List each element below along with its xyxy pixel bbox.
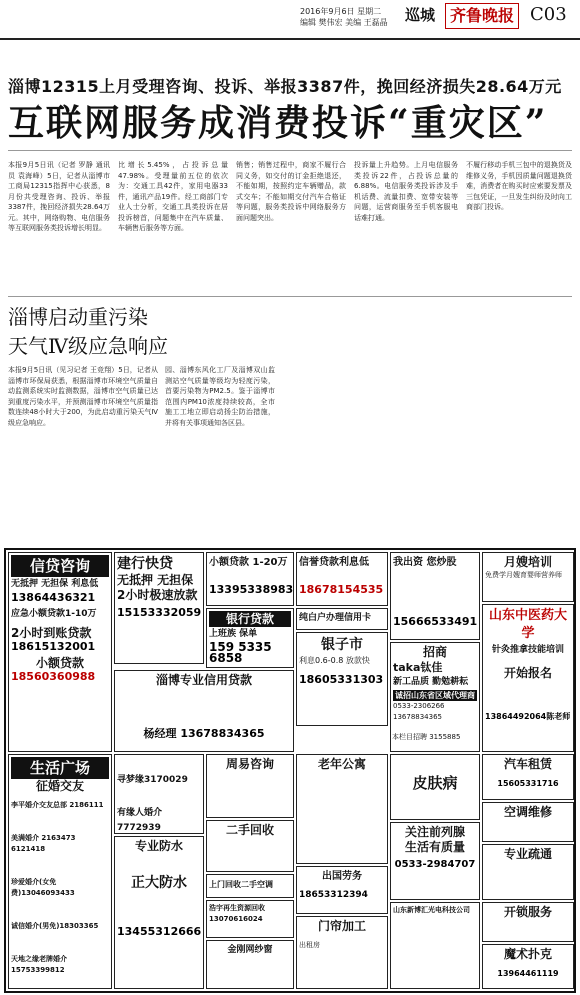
ad-xindai-item-1: 无抵押 无担保 利息低 [11, 579, 99, 589]
ad-jingang-title: 金刚网纱窗 [227, 945, 273, 955]
ad-xindai-phone-2: 18615132001 [11, 640, 96, 653]
ad-moshu-title: 魔术扑克 [503, 947, 552, 961]
ad-zhenghun-line-1: 李平婚介交友总部 2186111 [11, 801, 104, 809]
ad-woshi-phone: 15666533491 [393, 615, 478, 628]
ad-woshi-title: 我出资 您炒股 [393, 557, 457, 568]
ad-jianxing-title: 建行快贷 [117, 556, 173, 572]
ad-xindai-item-4: 小额贷款 [35, 656, 84, 670]
ad-shandong-tcm [482, 604, 574, 752]
ad-jianxing-line: 无抵押 无担保 [117, 573, 194, 587]
ad-yuesao [482, 552, 574, 602]
story2-headline [8, 303, 168, 361]
ad-xindai-title: 信贷咨询 [11, 555, 109, 577]
ad-shutong [482, 844, 574, 900]
ad-yinzi-title: 银子市 [321, 637, 363, 653]
ad-zhenghun-line-3: 珍爱婚介(女免费)13046093433 [11, 878, 75, 897]
ad-bank-sub: 上班族 保单 [209, 629, 258, 639]
ad-zhenghun-line-4: 诚信婚介(男免)18303365 [11, 922, 99, 930]
ad-xinyong-sub [296, 608, 388, 630]
ad-small-title: 小额贷款 1-20万 [209, 557, 288, 568]
ad-xinyong-phone: 18678154535 [299, 583, 384, 596]
story1-rule [8, 150, 572, 151]
issue-date: 2016年9月6日 星期二 [300, 7, 382, 16]
ad-benlan: 本栏目招聘 3155885 [392, 733, 461, 741]
ad-yinzi-phone: 18605331303 [299, 673, 384, 686]
page-header [0, 0, 580, 40]
story1-col-5: 不履行移动手机三包中的退换货及维修义务，手机因质量问题退换货难，消费者在购买时应索要发票及三包凭证，一旦发生纠纷及时向工商部门投诉。 [466, 161, 572, 211]
story1-col-3: 销售；销售过程中，商家不履行合同义务，如交付的订金拒绝退还，不能如期，按照约定车辆赠品，款式交车；不能如期交付汽车合格证等问题，服务类投诉中网络服务方面问题突出。 [236, 161, 346, 222]
ad-xindai [8, 552, 112, 752]
story2-col-1: 本报9月5日讯（见习记者 王竞翔）5日，记者从淄博市环保局获悉，根据淄博市环境空气质量自动监测系统实时监测数据，淄博市空气质量已达到重度污染水平，并预测淄博市环境空气质量指数连续48小时大于200，为此启动重污染天气Ⅳ级应急响应。 [8, 366, 158, 427]
story1-col-1: 本报9月5日讯（记者 罗静 通讯员 袁海峰）5日，记者从淄博市工商局12315指挥中心获悉，8月份共受理咨询、投诉、举报3387件，挽回经济损失28.64万元。其中，网络购物、电信服务等互联网服务类投诉增长明显。 [8, 161, 110, 232]
story1-subhead: 淄博12315上月受理咨询、投诉、举报3387件，挽回经济损失28.64万元 [8, 77, 562, 96]
page-number: C03 [530, 4, 567, 25]
ad-menlian [296, 916, 388, 989]
ad-zhouyi-title: 周易咨询 [225, 757, 274, 771]
ad-xinyong-title: 信誉贷款利息低 [299, 557, 369, 568]
ad-xinbohui [390, 902, 480, 989]
ad-laonian-title: 老年公寓 [317, 757, 366, 771]
ad-kongtiao-title: 空调维修 [503, 805, 552, 819]
ad-pifu-title: 皮肤病 [412, 774, 458, 792]
ad-erhand-title: 二手回收 [225, 823, 274, 837]
ad-laonian [296, 754, 388, 864]
ad-xunmeng: 寻梦缘3170029 [117, 775, 188, 785]
ad-jingang [206, 940, 294, 989]
ad-hunjie [114, 754, 204, 834]
ad-small-loan [206, 552, 294, 606]
ad-shandong-title: 山东中医药大学 [488, 608, 567, 641]
ad-zhenghun-title: 征婚交友 [35, 779, 84, 793]
newspaper-logo: 齐鲁晚报 [445, 3, 519, 29]
ad-jianxing-line2: 2小时极速放款 [117, 588, 198, 602]
ad-pifu [390, 754, 480, 820]
ad-haoyu [206, 900, 294, 938]
ad-zibo-title: 淄博专业信用贷款 [155, 673, 252, 687]
ad-yinzi [296, 632, 388, 726]
ad-fangshui [114, 836, 204, 989]
ad-haoyu-text: 浩宇再生资源回收13070616024 [209, 904, 265, 923]
story1-col-2: 比增长5.45%，占投诉总量47.98%。受理量前五位的依次为：交通工具42件，家用电器33件，通讯产品19件。经工商部门专业人士分析，交通工具类投诉在居投诉榜首，问题集中在汽车质量、车辆售后服务等方面。 [118, 161, 228, 232]
ad-xinyong [296, 552, 388, 606]
ad-shutong-title: 专业疏通 [503, 847, 552, 861]
ad-zhenghun-line-2: 美满婚介 2163473 6121418 [11, 834, 76, 853]
ad-kongtiao [482, 802, 574, 842]
ad-menlian-title: 门帘加工 [317, 919, 366, 933]
ad-shandong-open: 开始报名 [503, 666, 552, 680]
ad-xinbohui-title: 山东新博汇光电科技公司 [393, 906, 470, 914]
ad-qianliexian-line: 生活有质量 [404, 840, 465, 854]
ad-youyuan: 有缘人婚介7772939 [117, 808, 163, 833]
ad-zhenghun [8, 754, 112, 989]
section-name: 巡城 [405, 6, 436, 24]
ad-shandong-phone: 13864492064陈老师 [485, 712, 571, 721]
story2-headline-line1: 淄博启动重污染 [8, 305, 148, 329]
ad-yinzi-line: 利息0.6-0.8 放款快 [299, 656, 370, 665]
ad-erhand-ac [206, 874, 294, 898]
ad-zibo-contact: 杨经理 13678834365 [143, 727, 265, 740]
ad-zhengda-phone: 13455312666 [117, 925, 202, 938]
story-divider [8, 296, 572, 297]
ad-xindai-item-3: 2小时到账贷款 [11, 626, 92, 640]
ad-xindai-phone-3: 18560360988 [11, 670, 96, 683]
ad-taka-line: 诚招山东省区域代理商 [395, 691, 475, 700]
ad-qianliexian [390, 822, 480, 900]
ad-woshi [390, 552, 480, 640]
ad-zhaopin: 招商 [422, 645, 447, 659]
classified-ads [4, 548, 576, 993]
ad-moshu-phone: 13964461119 [497, 969, 559, 978]
story1-col-4: 投诉量上升趋势。上月电信服务类投诉22件，占投诉总量的6.88%。电信服务类投诉涉及手机话费、流量扣费、宽带安装等问题，运营商服务至手机客服电话难打通。 [354, 161, 458, 222]
ad-qianliexian-phone: 0533-2984707 [394, 859, 476, 870]
ad-chuguo-title: 出国劳务 [322, 871, 362, 882]
ad-chuzu [296, 866, 388, 914]
ad-zhouyi [206, 754, 294, 818]
story1-headline: 互联网服务成消费投诉“重灾区” [8, 102, 548, 144]
ad-taka-phone: 0533-2306266 13678834365 [393, 702, 445, 721]
story2-headline-line2: 天气Ⅳ级应急响应 [8, 334, 168, 358]
ad-fangshui-title: 专业防水 [134, 839, 183, 853]
ad-taka-sub: 新工品质 勤勉耕耘 [393, 677, 469, 687]
ad-moshu [482, 944, 574, 989]
ad-kaisuo-title: 开锁服务 [503, 905, 552, 919]
ad-small-phone: 13395338983 [209, 583, 294, 596]
ad-taka-brand: taka钛佳 [393, 661, 443, 674]
ad-jianxing [114, 552, 204, 664]
ad-bank-title: 银行贷款 [209, 611, 291, 627]
ad-yuesao-title: 月嫂培训 [503, 555, 552, 569]
ad-xindai-phone-1: 13864436321 [11, 591, 96, 604]
ad-kaisuo [482, 902, 574, 942]
ad-zibo-credit [114, 670, 294, 752]
ad-zhengda-title: 正大防水 [131, 875, 187, 891]
ad-bank-phone: 159 5335 6858 [209, 640, 272, 665]
ad-jianxing-phone: 15153332059 [117, 606, 202, 619]
ad-qiche-phone: 15605331716 [497, 779, 559, 788]
ad-yuesao-line: 免费学月嫂育婴师营养师 [485, 571, 562, 579]
issue-editors: 编辑 樊伟宏 美编 王磊晶 [300, 18, 388, 27]
ad-erhand [206, 820, 294, 872]
ad-shenghuo-title: 生活广场 [11, 757, 109, 779]
ad-bank-loan [206, 608, 294, 668]
ad-chuzu-phone: 18653312394 [299, 890, 368, 900]
ad-shandong-line: 针灸推拿技能培训 [491, 645, 564, 655]
ad-zhenghun-line-5: 天地之缘老牌婚介15753399812 [11, 955, 67, 974]
ad-qianliexian-title: 关注前列腺 [404, 825, 465, 839]
story2-col-2: 园、淄博东风化工厂及淄博双山监测站空气质量等级均为轻度污染，首要污染物为PM2.5。鉴于淄博市范围内PM10浓度持续较高，全市施工工地立即启动扬尘防治措施，并将有关事项通知各区县。 [165, 366, 275, 427]
ad-qiche-title: 汽车租赁 [503, 757, 552, 771]
ad-erhand-ac-text: 上门回收二手空调 [209, 880, 273, 889]
ad-xinyong-sub-text: 纯白户办理信用卡 [299, 613, 372, 623]
ad-chuzu-title: 出租房 [299, 941, 320, 949]
ad-xindai-item-2: 应急小额贷款1-10万 [11, 609, 97, 619]
ad-qiche [482, 754, 574, 800]
issue-meta [300, 6, 388, 28]
